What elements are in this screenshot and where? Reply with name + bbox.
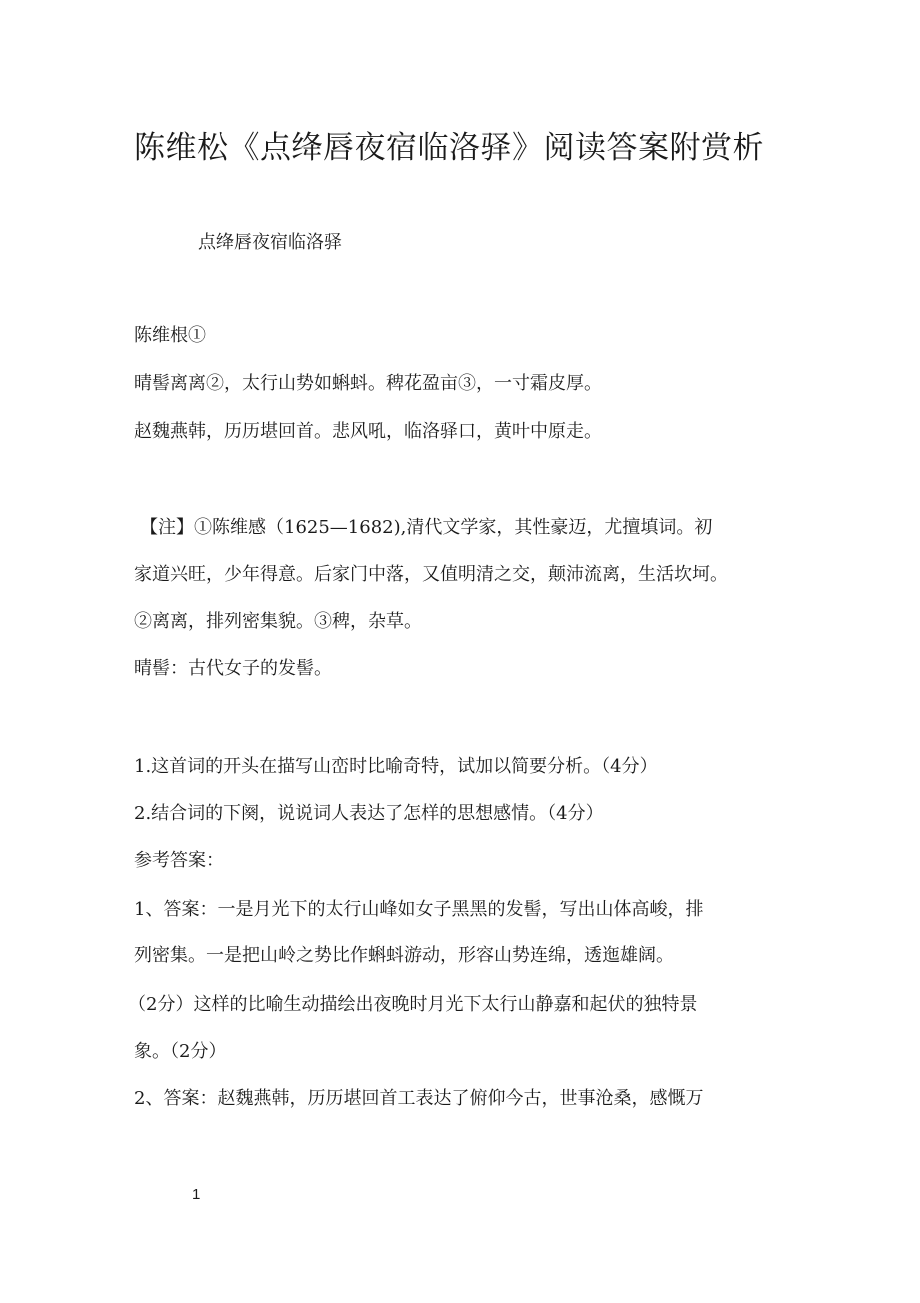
poem-line-2: 赵魏燕韩，历历堪回首。悲风吼，临洛驿口，黄叶中原走。 xyxy=(134,421,602,442)
poem-title: 点绛唇夜宿临洛驿 xyxy=(198,232,342,253)
question-2: 2.结合词的下阕，说说词人表达了怎样的思想感情。（4分） xyxy=(134,803,604,824)
question-1: 1.这首词的开头在描写山峦时比喻奇特，试加以简要分析。（4分） xyxy=(134,756,658,777)
document-title: 陈维松《点绛唇夜宿临洛驿》阅读答案附赏析 xyxy=(134,130,764,166)
poem-line-1: 晴髻离离②，太行山势如蝌蚪。稗花盈亩③，一寸霜皮厚。 xyxy=(134,373,602,394)
note-line-3: ②离离，排列密集貌。③稗，杂草。 xyxy=(134,611,422,632)
note-line-1: 【注】①陈维感（1625—1682),清代文学家，其性豪迈，尤擅填词。初 xyxy=(140,517,713,538)
poem-author: 陈维根① xyxy=(134,325,206,346)
note-line-2: 家道兴旺，少年得意。后家门中落，又值明清之交，颠沛流离，生活坎坷。 xyxy=(134,564,728,585)
answer-line-3: （2分）这样的比喻生动描绘出夜晚时月光下太行山静嘉和起伏的独特景 xyxy=(128,994,698,1015)
answer-line-2: 列密集。一是把山岭之势比作蝌蚪游动，形容山势连绵，透迤雄阔。 xyxy=(134,945,674,966)
answer-line-5: 2、答案：赵魏燕韩，历历堪回首工表达了俯仰今古，世事沧桑，感慨万 xyxy=(134,1088,704,1109)
answer-line-1: 1、答案：一是月光下的太行山峰如女子黑黑的发髻，写出山体高峻，排 xyxy=(134,899,704,920)
note-line-4: 晴髻：古代女子的发髻。 xyxy=(134,658,332,679)
answer-line-4: 象。（2分） xyxy=(134,1041,227,1062)
page-number: 1 xyxy=(192,1186,201,1203)
answer-heading: 参考答案： xyxy=(134,850,224,871)
